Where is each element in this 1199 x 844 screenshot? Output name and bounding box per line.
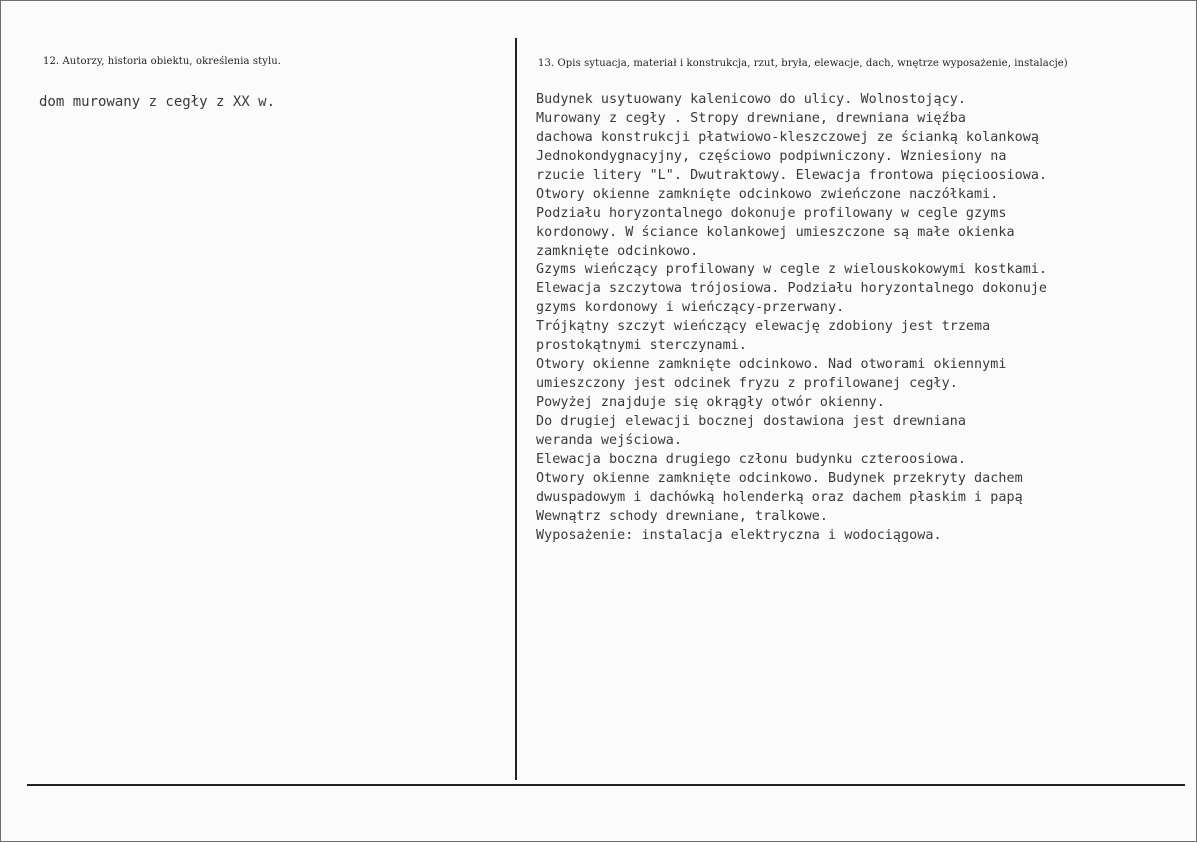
text-line: Wyposażenie: instalacja elektryczna i wodociągowa.	[536, 527, 942, 543]
section-13-heading: 13. Opis sytuacja, materiał i konstrukcja, rzut, bryła, elewacje, dach, wnętrze wyposażenie, instalacje)	[538, 58, 1068, 69]
text-line: prostokątnymi sterczynami.	[536, 338, 747, 354]
text-line: Powyżej znajduje się okrągły otwór okienny.	[536, 395, 885, 410]
text-line: Budynek usytuowany kalenicowo do ulicy. Wolnostojący.	[536, 92, 966, 107]
text-line: umieszczony jest odcinek fryzu z profilowanej cegły.	[536, 376, 958, 392]
text-line: Otwory okienne zamknięte odcinkowo zwieńczone naczółkami.	[536, 186, 999, 202]
text-line: Trójkątny szczyt wieńczący elewację zdobiony jest trzema	[536, 319, 991, 335]
section-12-text: dom murowany z cegły z XX w.	[39, 94, 276, 110]
text-line: Jednokondygnacyjny, częściowo podpiwniczony. Wzniesiony na	[536, 148, 1007, 164]
text-line: Gzyms wieńczący profilowany w cegle z wielouskokowymi kostkami.	[536, 262, 1048, 278]
text-line: zamknięte odcinkowo.	[536, 243, 699, 259]
text-line: dachowa konstrukcji płatwiowo-kleszczowej ze ścianką kolankową	[536, 129, 1039, 145]
text-line: Murowany z cegły . Stropy drewniane, drewniana więźba	[536, 110, 966, 126]
text-line: dwuspadowym i dachówką holenderką oraz dachem płaskim i papą	[536, 489, 1023, 505]
text-line: gzyms kordonowy i wieńczący-przerwany.	[536, 300, 845, 316]
bottom-divider	[27, 784, 1185, 786]
section-13-text	[536, 91, 1047, 546]
column-divider	[515, 38, 517, 780]
text-line: Elewacja boczna drugiego członu budynku czteroosiowa.	[536, 451, 966, 467]
text-line: kordonowy. W ściance kolankowej umieszczone są małe okienka	[536, 224, 1015, 240]
section-12-heading: 12. Autorzy, historia obiektu, określenia stylu.	[43, 56, 282, 67]
text-line: Otwory okienne zamknięte odcinkowo. Budynek przekryty dachem	[536, 470, 1023, 486]
text-line: Otwory okienne zamknięte odcinkowo. Nad otworami okiennymi	[536, 357, 1007, 373]
text-line: rzucie litery "L". Dwutraktowy. Elewacja frontowa pięcioosiowa.	[536, 167, 1048, 183]
text-line: Do drugiej elewacji bocznej dostawiona jest drewniana	[536, 413, 966, 429]
text-line: weranda wejściowa.	[536, 432, 683, 448]
text-line: Elewacja szczytowa trójosiowa. Podziału horyzontalnego dokonuje	[536, 281, 1048, 297]
text-line: Wewnątrz schody drewniane, tralkowe.	[536, 508, 829, 524]
text-line: Podziału horyzontalnego dokonuje profilowany w cegle gzyms	[536, 205, 1007, 221]
